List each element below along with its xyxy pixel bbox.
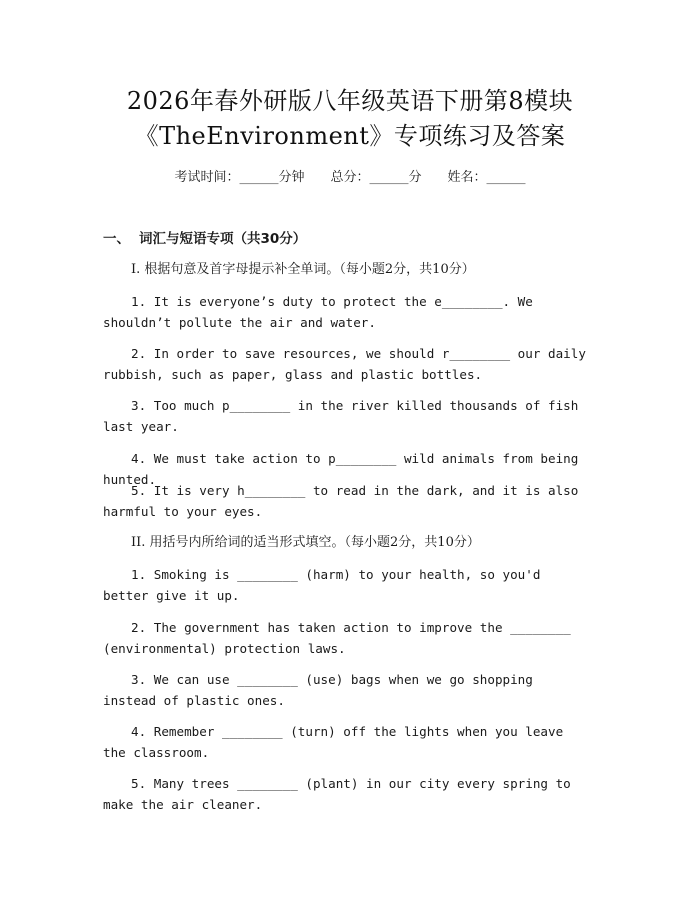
total-score-field: 总分：______分 <box>330 170 422 185</box>
title-line-1: 2026年春外研版八年级英语下册第8模块 <box>126 87 574 115</box>
section-heading <box>103 229 306 249</box>
part-1-question: 2. In order to save resources, we should r________ our daily rubbish, such as paper, glass and plastic bottles. <box>103 346 586 382</box>
exam-time-field: 考试时间：______分钟 <box>174 170 305 185</box>
section-number: 一、 <box>103 231 130 247</box>
title-line-2: 《TheEnvironment》专项练习及答案 <box>134 122 566 150</box>
part-1-question: 4. We must take action to p________ wild animals from being hunted. <box>103 451 579 487</box>
part-1-question: 3. Too much p________ in the river killed thousands of fish last year. <box>103 398 579 434</box>
part-2-question: 1. Smoking is ________ (harm) to your health, so you'd better give it up. <box>103 567 541 603</box>
part-2-question: 4. Remember ________ (turn) off the lights when you leave the classroom. <box>103 724 564 760</box>
part-2-heading: II. 用括号内所给词的适当形式填空。（每小题2分，共10分） <box>131 535 480 550</box>
part-1-question: 1. It is everyone’s duty to protect the e________. We shouldn’t pollute the air and water. <box>103 294 533 330</box>
part-2-question: 3. We can use ________ (use) bags when we go shopping instead of plastic ones. <box>103 672 533 708</box>
section-title: 词汇与短语专项（共30分） <box>139 231 307 247</box>
part-1-question: 5. It is very h________ to read in the dark, and it is also harmful to your eyes. <box>103 483 579 519</box>
exam-meta <box>0 168 700 188</box>
part-2-question: 2. The government has taken action to improve the ________ (environmental) protection laws. <box>103 620 571 656</box>
part-2-question: 5. Many trees ________ (plant) in our city every spring to make the air cleaner. <box>103 776 571 812</box>
student-name-field: 姓名：______ <box>447 170 526 185</box>
part-1-heading: I. 根据句意及首字母提示补全单词。（每小题2分，共10分） <box>131 262 475 277</box>
